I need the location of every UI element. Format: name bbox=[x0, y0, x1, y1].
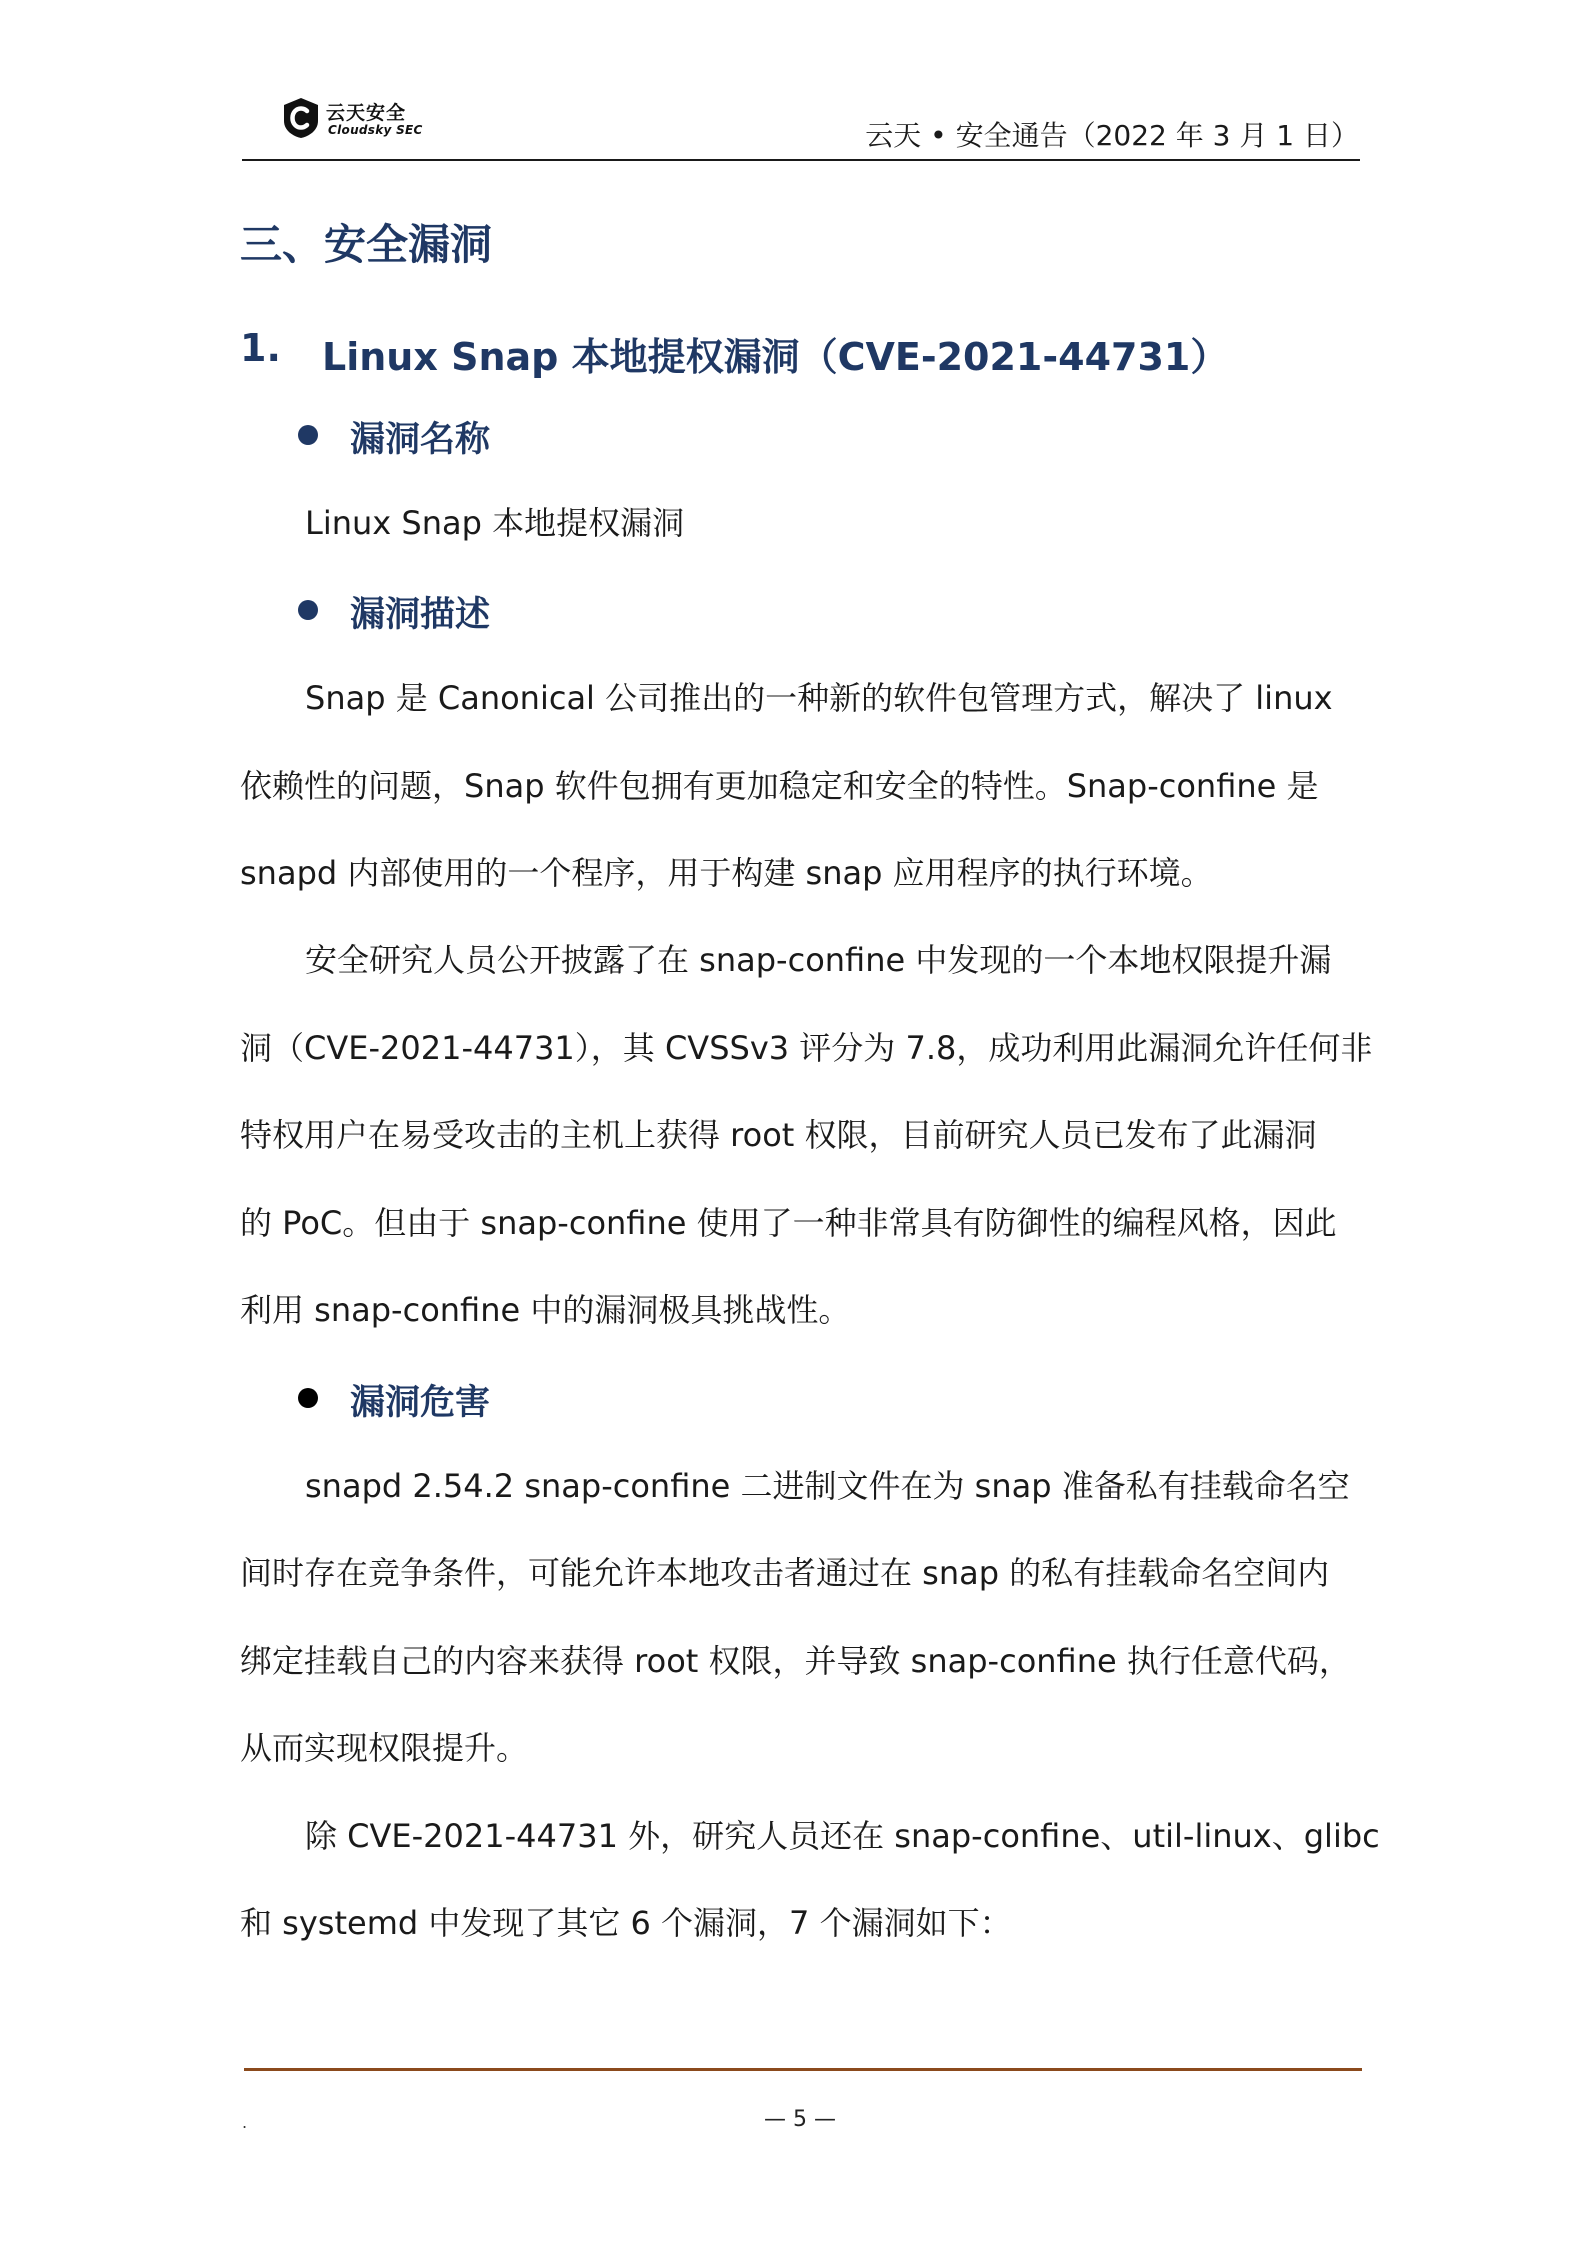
bullet-icon bbox=[298, 600, 318, 620]
impact-line: 除 CVE-2021-44731 外，研究人员还在 snap-confine、util-linux、glibc bbox=[305, 1817, 1380, 1855]
logo-text-en: Cloudsky SEC bbox=[328, 123, 423, 137]
description-line: 洞（CVE-2021-44731），其 CVSSv3 评分为 7.8，成功利用此漏洞允许任何非 bbox=[240, 1029, 1373, 1067]
name-heading: 漏洞名称 bbox=[350, 420, 491, 460]
description-line: 特权用户在易受攻击的主机上获得 root 权限，目前研究人员已发布了此漏洞 bbox=[240, 1116, 1317, 1154]
shield-c-logo-icon bbox=[282, 97, 320, 139]
impact-line: 绑定挂载自己的内容来获得 root 权限，并导致 snap-confine 执行任意代码， bbox=[240, 1642, 1351, 1680]
page-number: — 5 — bbox=[764, 2107, 836, 2132]
name-value: Linux Snap 本地提权漏洞 bbox=[305, 504, 685, 542]
vulnerability-number: 1. bbox=[240, 326, 281, 370]
description-line: 安全研究人员公开披露了在 snap-confine 中发现的一个本地权限提升漏 bbox=[305, 941, 1332, 979]
description-line: Snap 是 Canonical 公司推出的一种新的软件包管理方式，解决了 linux bbox=[305, 679, 1333, 717]
footer-divider bbox=[244, 2068, 1362, 2071]
footer-mark: . bbox=[242, 2113, 248, 2132]
impact-line: 和 systemd 中发现了其它 6 个漏洞，7 个漏洞如下： bbox=[240, 1904, 1012, 1942]
impact-line: snapd 2.54.2 snap-confine 二进制文件在为 snap 准备私有挂载命名空 bbox=[305, 1467, 1350, 1505]
impact-line: 间时存在竞争条件，可能允许本地攻击者通过在 snap 的私有挂载命名空间内 bbox=[240, 1554, 1330, 1592]
impact-line: 从而实现权限提升。 bbox=[240, 1729, 529, 1767]
header-title: 云天 • 安全通告（2022 年 3 月 1 日） bbox=[865, 119, 1359, 152]
description-line: snapd 内部使用的一个程序，用于构建 snap 应用程序的执行环境。 bbox=[240, 854, 1213, 892]
logo-text-cn: 云天安全 bbox=[326, 102, 407, 124]
company-logo bbox=[282, 97, 432, 141]
bullet-icon bbox=[298, 425, 318, 445]
vulnerability-title: Linux Snap 本地提权漏洞（CVE-2021-44731） bbox=[322, 335, 1229, 379]
header-divider bbox=[242, 159, 1360, 161]
description-heading: 漏洞描述 bbox=[350, 595, 491, 635]
description-line: 依赖性的问题，Snap 软件包拥有更加稳定和安全的特性。Snap-confine 是 bbox=[240, 767, 1319, 805]
section-title: 三、安全漏洞 bbox=[240, 220, 493, 269]
impact-heading: 漏洞危害 bbox=[350, 1383, 491, 1423]
bullet-icon bbox=[298, 1388, 318, 1408]
description-line: 利用 snap-confine 中的漏洞极具挑战性。 bbox=[240, 1291, 851, 1329]
description-line: 的 PoC。但由于 snap-confine 使用了一种非常具有防御性的编程风格，因此 bbox=[240, 1204, 1337, 1242]
